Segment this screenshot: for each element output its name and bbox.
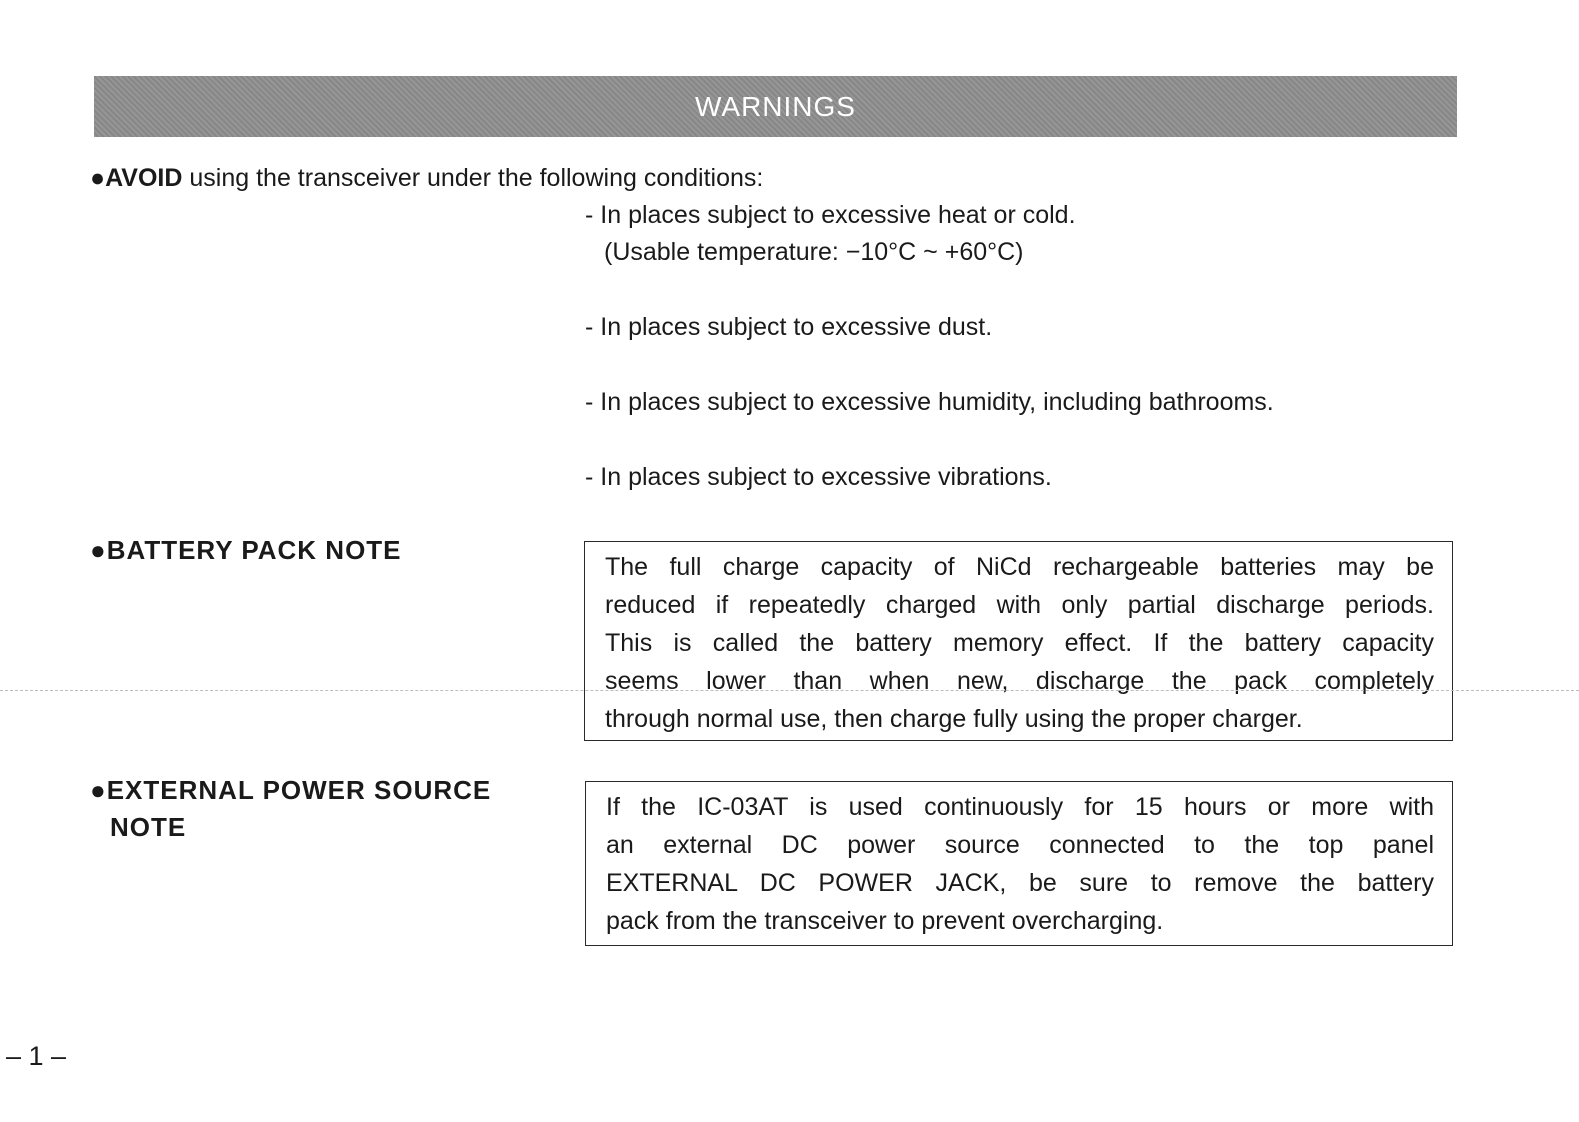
external-power-note-line: pack from the transceiver to prevent overcharging.	[606, 907, 1164, 935]
page-title: WARNINGS	[695, 90, 856, 122]
battery-pack-note-box	[584, 541, 1453, 741]
page-number: – 1 –	[6, 1041, 67, 1071]
battery-note-line: seems lower than when new, discharge the pack completely	[605, 667, 1434, 695]
external-power-note-line: an external DC power source connected to the top panel	[606, 831, 1434, 859]
warnings-header-bar	[94, 76, 1457, 137]
external-power-note-box	[585, 781, 1453, 946]
condition-temperature-range: (Usable temperature: −10°C ~ +60°C)	[604, 238, 1024, 266]
battery-note-line: This is called the battery memory effect. If the battery capacity	[605, 629, 1434, 657]
battery-note-line: The full charge capacity of NiCd rechargeable batteries may be	[605, 553, 1434, 581]
avoid-keyword: AVOID	[105, 164, 183, 192]
battery-pack-note-label: ●BATTERY PACK NOTE	[90, 535, 402, 565]
condition-heat-cold: - In places subject to excessive heat or cold.	[585, 201, 1076, 229]
battery-note-line: reduced if repeatedly charged with only partial discharge periods.	[605, 591, 1434, 619]
condition-humidity: - In places subject to excessive humidity, including bathrooms.	[585, 388, 1274, 416]
battery-note-line: through normal use, then charge fully using the proper charger.	[605, 705, 1303, 733]
external-power-note-label: ●EXTERNAL POWER SOURCE	[90, 775, 492, 805]
condition-dust: - In places subject to excessive dust.	[585, 313, 993, 341]
avoid-intro-text: using the transceiver under the following conditions:	[189, 164, 764, 192]
condition-vibrations: - In places subject to excessive vibrations.	[585, 463, 1052, 491]
bullet: ●	[90, 164, 106, 192]
page-fold-line	[0, 690, 1579, 691]
external-power-note-line: EXTERNAL DC POWER JACK, be sure to remove the battery	[606, 869, 1434, 897]
external-power-note-label-continued: NOTE	[110, 812, 187, 842]
avoid-intro	[90, 160, 763, 196]
external-power-note-line: If the IC-03AT is used continuously for 15 hours or more with	[606, 793, 1434, 821]
